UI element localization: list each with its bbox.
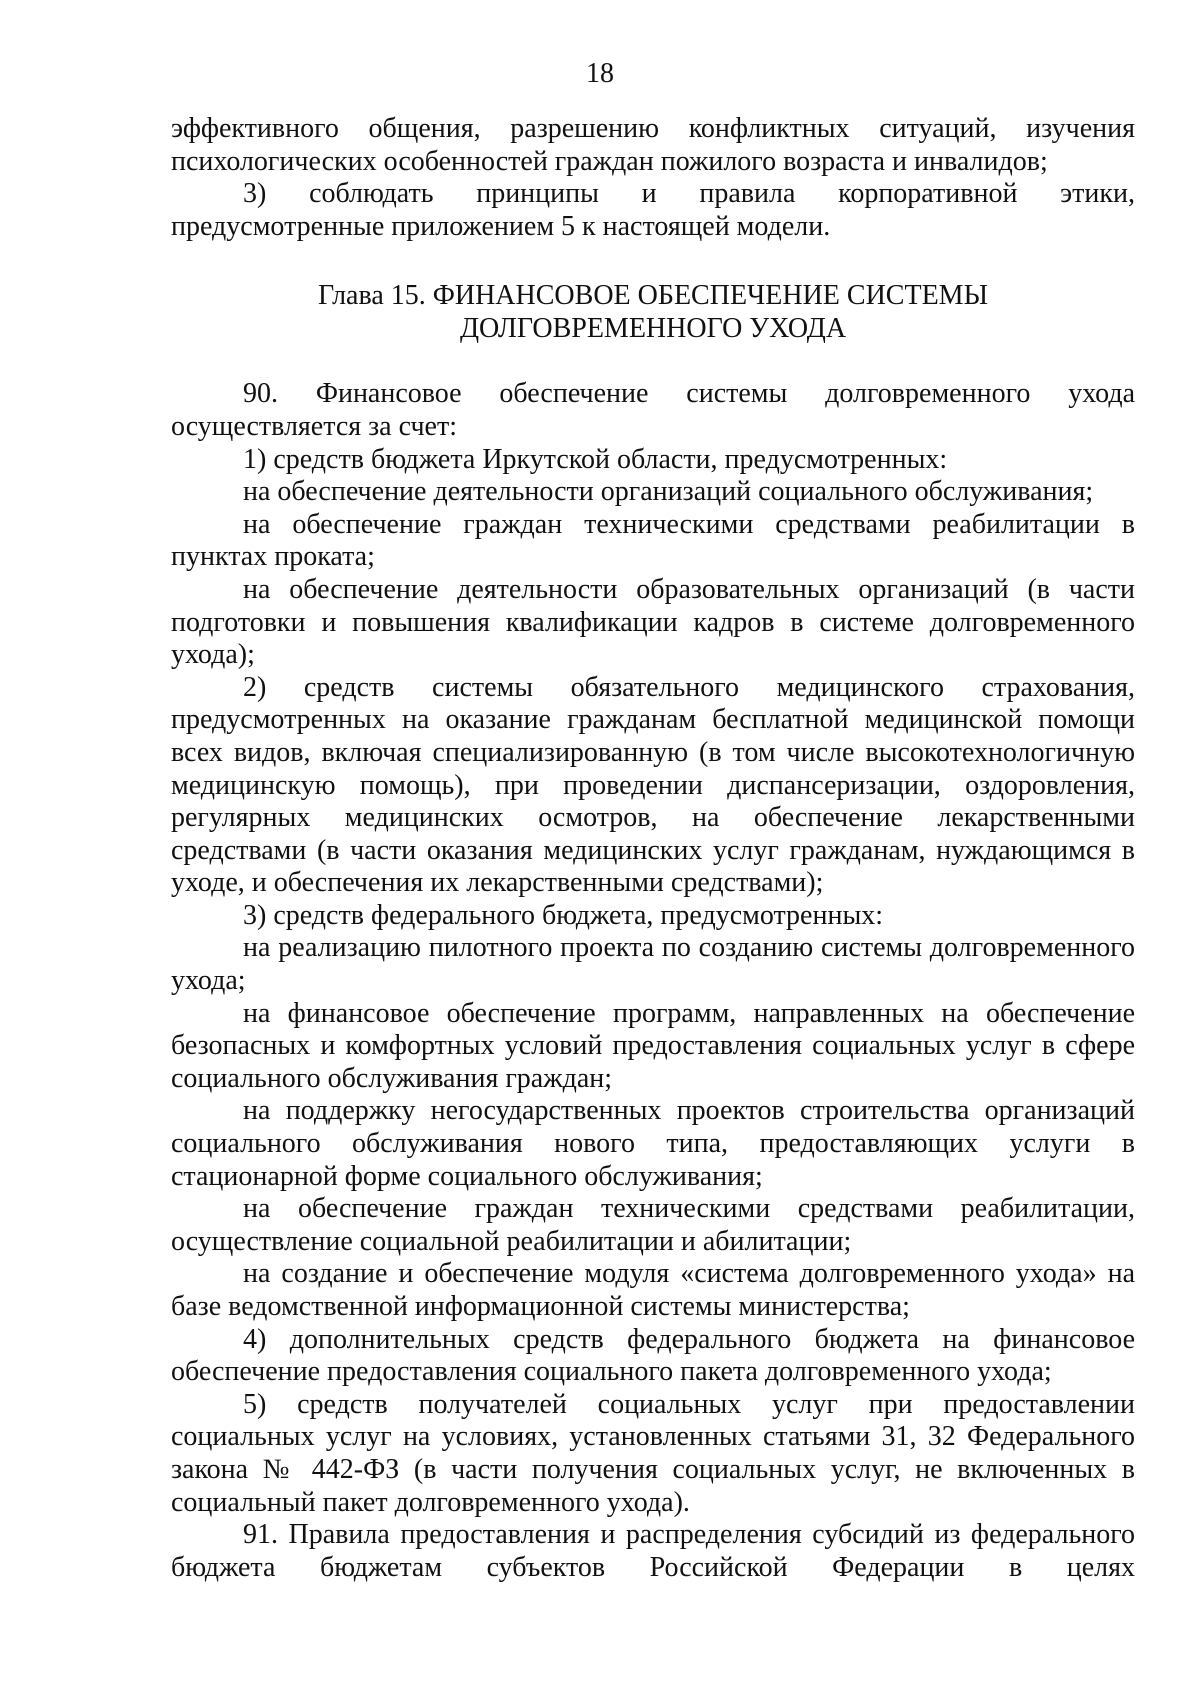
paragraph-90-item-3: 3) средств федерального бюджета, предусмотренных: [243, 899, 884, 931]
paragraph-91: 91. Правила предоставления и распределения субсидий из федерального бюджета бюджетам субъектов Российской Федерации в целях [171, 1519, 1135, 1583]
chapter-heading [171, 279, 1135, 345]
paragraph-90-item-5: 5) средств получателей социальных услуг при предоставлении социальных услуг на условиях, установленных статьями 31, 32 Федерального закона № 442-ФЗ (в части получения социальных услуг, не включенных в социальный пакет долговременного ухода). [171, 1388, 1135, 1518]
paragraph-90-item-1-b: на обеспечение граждан техническими средствами реабилитации в пунктах проката; [171, 508, 1135, 573]
chapter-heading-line-2: ДОЛГОВРЕМЕННОГО УХОДА [459, 313, 847, 345]
paragraph-90-item-3-d: на обеспечение граждан техническими средствами реабилитации, осуществление социальной реабилитации и абилитации; [171, 1193, 1135, 1257]
document-body [171, 113, 1135, 1584]
paragraph-90-item-3-b: на финансовое обеспечение программ, направленных на обеспечение безопасных и комфортных условий предоставления социальных услуг в сфере социального обслуживания граждан; [171, 997, 1135, 1094]
paragraph-item-3: 3) соблюдать принципы и правила корпоративной этики, предусмотренные приложением 5 к настоящей модели. [171, 178, 1135, 242]
page-number: 18 [586, 58, 614, 89]
paragraph-continuation: эффективного общения, разрешению конфликтных ситуаций, изучения психологических особенностей граждан пожилого возраста и инвалидов; [171, 113, 1135, 177]
paragraph-90-item-1-c: на обеспечение деятельности образовательных организаций (в части подготовки и повышения квалификации кадров в системе долговременного ухода); [171, 573, 1135, 671]
paragraph-90-item-1: 1) средств бюджета Иркутской области, предусмотренных: [243, 443, 948, 475]
paragraph-90-item-2: 2) средств системы обязательного медицинского страхования, предусмотренных на оказание гражданам бесплатной медицинской помощи всех видов, включая специализированную (в том числе высокотехнологичную медицинскую помощь), при проведении диспансеризации, оздоровления, регулярных медицинских осмотров, на обеспечение лекарственными средствами (в части оказания медицинских услуг гражданам, нуждающимся в уходе, и обеспечения их лекарственными средствами); [171, 671, 1135, 899]
paragraph-90-item-3-a: на реализацию пилотного проекта по созданию системы долговременного ухода; [171, 932, 1135, 997]
chapter-heading-line-1: Глава 15. ФИНАНСОВОЕ ОБЕСПЕЧЕНИЕ СИСТЕМЫ [317, 280, 988, 312]
paragraph-90-item-3-c: на поддержку негосударственных проектов строительства организаций социального обслуживания нового типа, предоставляющих услуги в стационарной форме социального обслуживания; [171, 1095, 1135, 1192]
paragraph-90: 90. Финансовое обеспечение системы долговременного ухода осуществляется за счет: [171, 378, 1135, 442]
paragraph-90-item-4: 4) дополнительных средств федерального бюджета на финансовое обеспечение предоставления социального пакета долговременного ухода; [171, 1323, 1135, 1388]
paragraph-90-item-1-a: на обеспечение деятельности организаций социального обслуживания; [243, 476, 1094, 508]
paragraph-90-item-3-e: на создание и обеспечение модуля «система долговременного ухода» на базе ведомственной информационной системы министерства; [171, 1258, 1135, 1322]
